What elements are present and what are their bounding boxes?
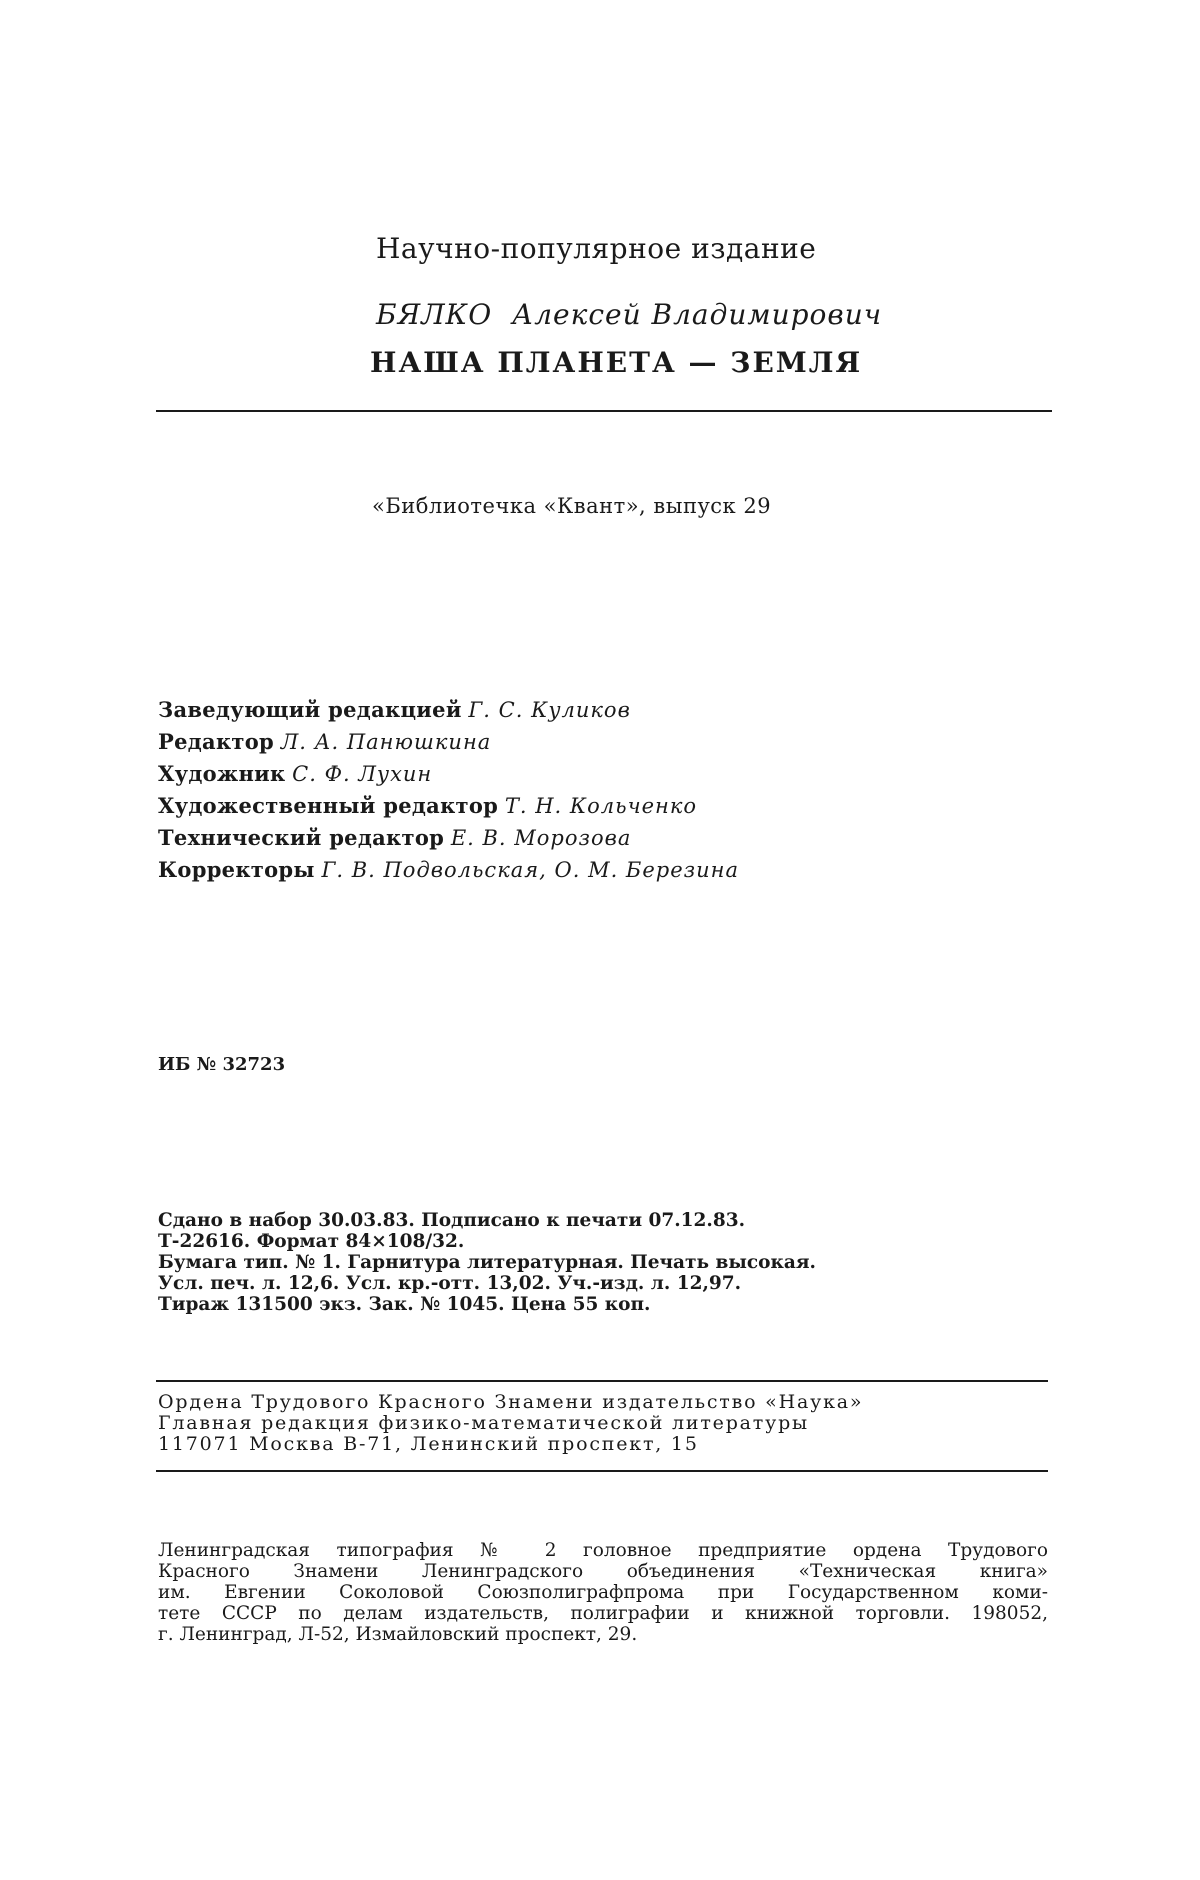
print-detail-line: Т-22616. Формат 84×108/32. xyxy=(158,1231,465,1252)
print-details xyxy=(158,1210,816,1315)
publisher-line: Главная редакция физико-математической литературы xyxy=(158,1412,809,1434)
author-surname: БЯЛКО xyxy=(376,298,493,331)
ib-number: ИБ № 32723 xyxy=(158,1054,286,1075)
printer-block xyxy=(158,1540,1048,1645)
printer-line: тете СССР по делам издательств, полиграфии и книжной торговли. 198052, xyxy=(158,1603,1048,1624)
credit-role: Художник xyxy=(158,761,286,786)
credit-role: Редактор xyxy=(158,729,275,754)
publisher-top-rule xyxy=(156,1380,1048,1382)
title-rule xyxy=(156,410,1052,412)
publisher-block xyxy=(158,1392,863,1455)
credit-names: Л. А. Панюшкина xyxy=(280,730,492,754)
printer-line: Красного Знамени Ленинградского объединения «Техническая книга» xyxy=(158,1561,1048,1582)
credit-names: Г. В. Подвольская, О. М. Березина xyxy=(321,858,739,882)
author-name xyxy=(376,298,882,331)
credit-row xyxy=(158,694,739,726)
printer-line: Ленинградская типография № 2 головное предприятие ордена Трудового xyxy=(158,1540,1048,1561)
credit-names: С. Ф. Лухин xyxy=(292,762,433,786)
series-line: «Библиотечка «Квант», выпуск 29 xyxy=(372,494,772,518)
print-detail-line: Сдано в набор 30.03.83. Подписано к печати 07.12.83. xyxy=(158,1210,746,1231)
print-detail-line: Усл. печ. л. 12,6. Усл. кр.-отт. 13,02. Уч.-изд. л. 12,97. xyxy=(158,1273,742,1294)
credit-row xyxy=(158,790,739,822)
credit-names: Т. Н. Кольченко xyxy=(504,794,698,818)
edition-genre: Научно-популярное издание xyxy=(376,232,817,265)
credit-role: Технический редактор xyxy=(158,825,445,850)
book-title: НАША ПЛАНЕТА — ЗЕМЛЯ xyxy=(370,346,863,379)
author-given-names: Алексей Владимирович xyxy=(512,298,883,331)
credit-names: Е. В. Морозова xyxy=(450,826,632,850)
printer-line: им. Евгении Соколовой Союзполиграфпрома при Государственном коми- xyxy=(158,1582,1048,1603)
print-detail-line: Тираж 131500 экз. Зак. № 1045. Цена 55 коп. xyxy=(158,1294,651,1315)
credits-list xyxy=(158,694,739,886)
credit-role: Заведующий редакцией xyxy=(158,697,462,722)
credit-row xyxy=(158,758,739,790)
publisher-line: 117071 Москва В-71, Ленинский проспект, 15 xyxy=(158,1433,699,1455)
publisher-line: Ордена Трудового Красного Знамени издательство «Наука» xyxy=(158,1391,864,1413)
credit-role: Корректоры xyxy=(158,857,315,882)
publisher-bottom-rule xyxy=(156,1470,1048,1472)
print-detail-line: Бумага тип. № 1. Гарнитура литературная. Печать высокая. xyxy=(158,1252,816,1273)
credit-role: Художественный редактор xyxy=(158,793,499,818)
credit-names: Г. С. Куликов xyxy=(468,698,631,722)
credit-row xyxy=(158,726,739,758)
credit-row xyxy=(158,854,739,886)
credit-row xyxy=(158,822,739,854)
printer-line: г. Ленинград, Л-52, Измайловский проспект, 29. xyxy=(158,1624,638,1645)
